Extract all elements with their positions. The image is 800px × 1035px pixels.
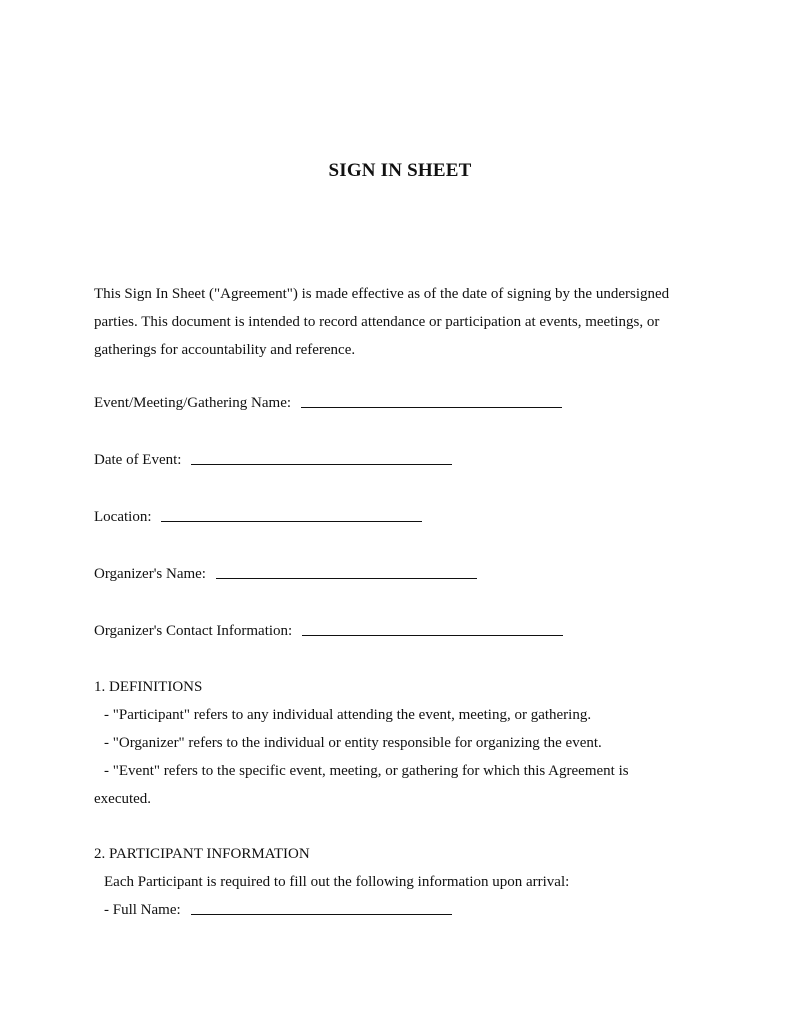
definition-item: - "Organizer" refers to the individual or entity responsible for organizing the event.: [104, 735, 602, 751]
definition-item: - "Participant" refers to any individual attending the event, meeting, or gathering.: [104, 707, 592, 723]
intro-line: gatherings for accountability and reference.: [94, 342, 356, 358]
organizer-name-label: Organizer's Name:: [94, 566, 206, 582]
full-name-label: - Full Name:: [104, 902, 181, 918]
organizer-name-blank[interactable]: [216, 578, 477, 579]
organizer-name-field: [94, 566, 477, 583]
intro-line: parties. This document is intended to record attendance or participation at events, meetings, or: [94, 314, 660, 330]
definition-item: - "Event" refers to the specific event, meeting, or gathering for which this Agreement is: [104, 763, 629, 779]
organizer-contact-blank[interactable]: [302, 635, 563, 636]
date-blank[interactable]: [191, 464, 452, 465]
date-field: [94, 452, 452, 469]
event-name-label: Event/Meeting/Gathering Name:: [94, 395, 292, 411]
location-field: [94, 509, 422, 526]
participant-info-text: Each Participant is required to fill out the following information upon arrival:: [104, 874, 570, 890]
full-name-field: [104, 902, 452, 919]
date-label: Date of Event:: [94, 452, 182, 468]
intro-line: This Sign In Sheet ("Agreement") is made effective as of the date of signing by the undersigned: [94, 286, 670, 302]
definition-continuation: executed.: [94, 791, 152, 807]
document-title: SIGN IN SHEET: [328, 160, 472, 181]
participant-info-heading: 2. PARTICIPANT INFORMATION: [94, 846, 310, 862]
organizer-contact-label: Organizer's Contact Information:: [94, 623, 293, 639]
event-name-blank[interactable]: [301, 407, 562, 408]
full-name-blank[interactable]: [191, 914, 452, 915]
event-name-field: [94, 395, 562, 412]
definitions-heading: 1. DEFINITIONS: [94, 679, 203, 695]
intro-paragraph: [94, 280, 714, 364]
organizer-contact-field: [94, 623, 563, 640]
location-label: Location:: [94, 509, 152, 525]
location-blank[interactable]: [161, 521, 422, 522]
